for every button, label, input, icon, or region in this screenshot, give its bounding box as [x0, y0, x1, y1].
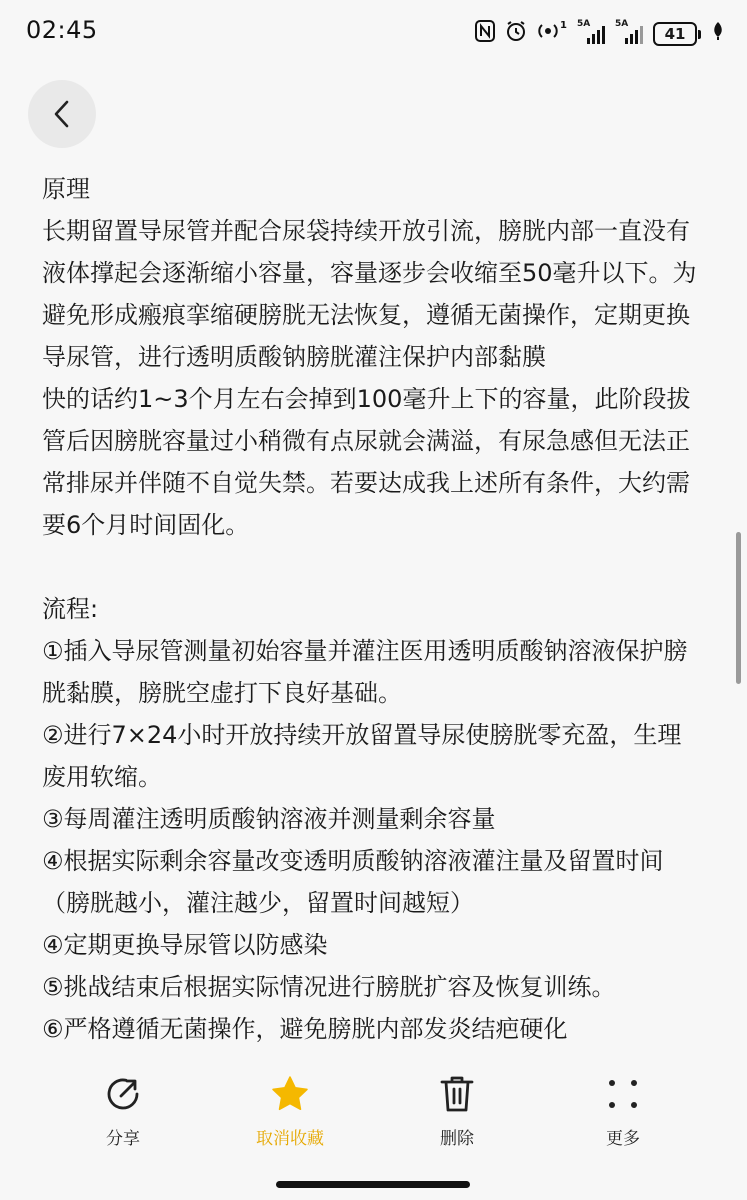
battery-icon — [653, 22, 701, 46]
section-title: 流程: — [42, 595, 99, 623]
step-item: ④定期更换导尿管以防感染 — [42, 931, 328, 959]
home-indicator[interactable] — [276, 1181, 470, 1188]
battery-level: 41 — [653, 22, 697, 46]
leaf-icon — [711, 21, 725, 48]
status-bar — [0, 0, 747, 66]
note-content — [42, 168, 704, 1050]
step-item: ①插入导尿管测量初始容量并灌注医用透明质酸钠溶液保护膀胱黏膜，膀胱空虚打下良好基础。 — [42, 637, 688, 707]
share-button[interactable] — [63, 1074, 183, 1149]
trash-icon — [437, 1074, 477, 1114]
back-button[interactable] — [28, 80, 96, 148]
step-item: ③每周灌注透明质酸钠溶液并测量剩余容量 — [42, 805, 496, 833]
chevron-left-icon — [51, 99, 73, 129]
alarm-icon — [505, 20, 527, 49]
note-paragraph: 快的话约1~3个月左右会掉到100毫升上下的容量，此阶段拔管后因膀胱容量过小稍微有点尿就会满溢，有尿急感但无法正常排尿并伴随不自觉失禁。若要达成我上述所有条件，大约需要6个月时间固化。 — [42, 385, 691, 539]
blank-line — [42, 546, 704, 588]
step-item: ④根据实际剩余容量改变透明质酸钠溶液灌注量及留置时间（膀胱越小，灌注越少，留置时间越短） — [42, 847, 664, 917]
status-icons — [475, 20, 725, 48]
more-button[interactable] — [563, 1074, 683, 1149]
bottom-toolbar — [0, 1066, 747, 1166]
unfavorite-label: 取消收藏 — [256, 1129, 324, 1149]
hotspot-icon — [537, 20, 567, 49]
signal-5a-icon — [615, 19, 643, 46]
unfavorite-button[interactable] — [230, 1074, 350, 1149]
nfc-icon — [475, 20, 495, 49]
share-label: 分享 — [106, 1129, 140, 1149]
signal-tag: 5A — [577, 19, 591, 29]
scrollbar[interactable] — [736, 532, 741, 684]
hotspot-count: 1 — [560, 19, 567, 31]
step-item: ②进行7×24小时开放持续开放留置导尿使膀胱零充盈，生理废用软缩。 — [42, 721, 682, 791]
step-item: ⑥严格遵循无菌操作，避免膀胱内部发炎结疤硬化 — [42, 1015, 568, 1043]
step-item: ⑤挑战结束后根据实际情况进行膀胱扩容及恢复训练。 — [42, 973, 616, 1001]
delete-button[interactable] — [397, 1074, 517, 1149]
signal-5a-icon — [577, 19, 605, 46]
status-time: 02:45 — [26, 16, 98, 44]
delete-label: 删除 — [440, 1129, 474, 1149]
share-icon — [103, 1074, 143, 1114]
more-label: 更多 — [606, 1129, 640, 1149]
star-icon — [270, 1074, 310, 1114]
more-dots-icon — [603, 1074, 643, 1114]
note-paragraph: 长期留置导尿管并配合尿袋持续开放引流，膀胱内部一直没有液体撑起会逐渐缩小容量，容量逐步会收缩至50毫升以下。为避免形成瘢痕挛缩硬膀胱无法恢复，遵循无菌操作，定期更换导尿管，进行透明质酸钠膀胱灌注保护内部黏膜 — [42, 217, 697, 371]
section-title: 原理 — [42, 175, 90, 203]
signal-tag: 5A — [615, 19, 629, 29]
